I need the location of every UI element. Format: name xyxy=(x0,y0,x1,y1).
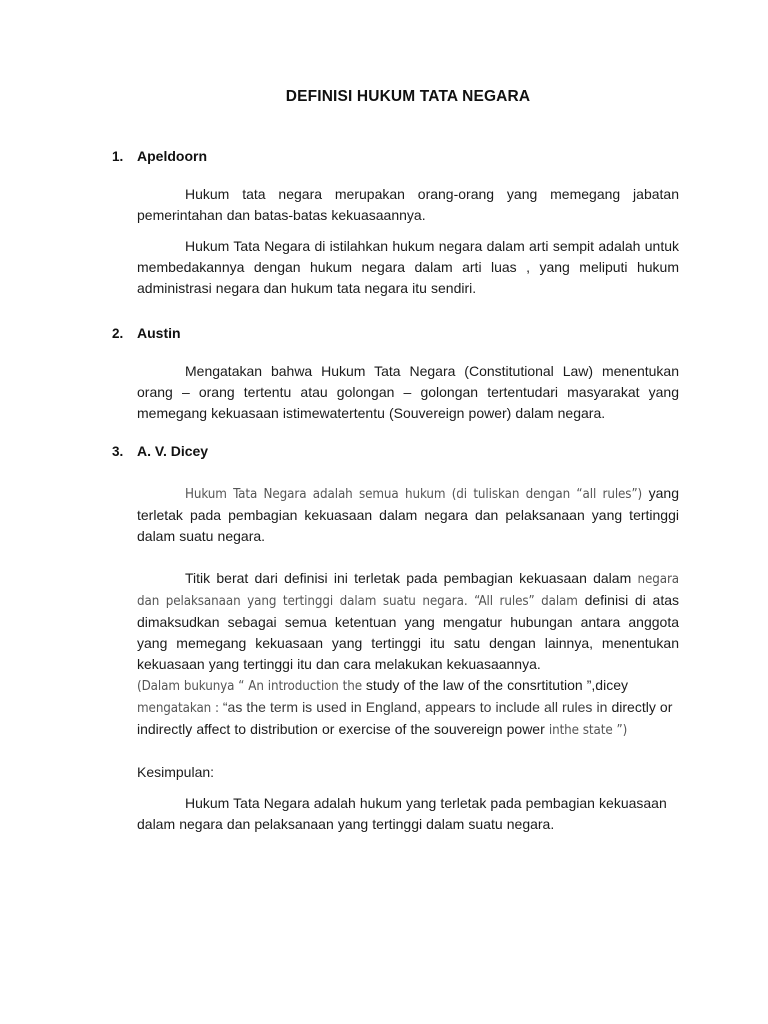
section-number: 3. xyxy=(112,444,124,459)
quote-segment-light: inthe state ”) xyxy=(548,723,628,738)
spacer xyxy=(112,424,679,441)
section-heading-dicey xyxy=(112,441,679,462)
paragraph-line: definisi di atas dimaksudkan sebagai semua ketentuan yang mengatur hubungan antara anggota yang memegang kekuasaan yang tertinggi itu satu dengan lainnya, menentukan kekuasaan yang tertinggi itu dan cara melakukan kekuasaannya. xyxy=(137,592,680,672)
paragraph-line: yang terletak pada pembagian kekuasaan dalam negara dan pelaksanaan yang tertinggi dalam suatu negara. xyxy=(137,485,679,544)
spacer xyxy=(137,741,679,762)
section-heading-label: Austin xyxy=(137,325,181,341)
quote-segment-light: mengatakan : xyxy=(137,701,223,716)
paragraph: Hukum tata negara merupakan orang-orang yang memegang jabatan pemerintahan dan batas-batas kekuasaannya. xyxy=(137,186,679,223)
section-number: 1. xyxy=(112,149,124,164)
section-heading-apeldoorn xyxy=(112,146,679,167)
section-austin xyxy=(112,323,679,424)
paragraph-dicey-emphasis xyxy=(137,568,679,675)
paragraph-dicey-definition xyxy=(137,483,679,547)
quote-segment: “as the term is used in England, appears to include all rules in xyxy=(222,699,608,715)
paragraph: Hukum Tata Negara di istilahkan hukum negara dalam arti sempit adalah untuk membedakannya dengan hukum negara dalam arti luas , yang meliputi hukum administrasi negara dan hukum tata negara itu sendiri. xyxy=(137,238,679,296)
paragraph-line: Titik berat dari definisi ini terletak pada pembagian kekuasaan dalam xyxy=(185,570,632,586)
paragraph: Mengatakan bahwa Hukum Tata Negara (Constitutional Law) menentukan orang – orang tertentu atau golongan – golongan tertentudari masyarakat yang memegang kekuasaan istimewatertentu (Souvereign power) dalam negara. xyxy=(137,363,679,421)
conclusion-label: Kesimpulan: xyxy=(137,764,215,780)
spacer xyxy=(137,783,679,793)
spacer xyxy=(137,167,679,184)
paragraph-dicey-quote xyxy=(137,675,679,741)
section-heading-austin xyxy=(112,323,679,344)
document-content xyxy=(112,0,679,835)
section-number: 2. xyxy=(112,326,124,341)
spacer xyxy=(137,547,679,568)
section-heading-label: A. V. Dicey xyxy=(137,443,209,459)
conclusion-text: Hukum Tata Negara adalah hukum yang terletak pada pembagian kekuasaan dalam negara dan pelaksanaan yang tertinggi dalam suatu negara. xyxy=(137,795,667,832)
page-title: DEFINISI HUKUM TATA NEGARA xyxy=(285,88,531,105)
section-apeldoorn xyxy=(112,146,679,299)
spacer xyxy=(112,106,679,146)
spacer xyxy=(137,226,679,236)
spacer xyxy=(137,344,679,361)
paragraph-line-light: negara dan pelaksanaan yang tertinggi dalam suatu negara. “All rules” dalam xyxy=(137,572,679,609)
section-dicey xyxy=(112,441,679,835)
quote-segment-light: (Dalam bukunya “ An introduction the xyxy=(137,679,366,694)
quote-segment: directly or indirectly affect to distribution or exercise of the souvereign power xyxy=(137,699,673,737)
quote-segment: study of the law of the consrtitution ”,dicey xyxy=(365,677,628,693)
spacer xyxy=(137,462,679,483)
paragraph-line-light: Hukum Tata Negara adalah semua hukum (di tuliskan dengan “all rules”) xyxy=(185,487,643,502)
spacer xyxy=(112,299,679,323)
section-heading-label: Apeldoorn xyxy=(137,148,207,164)
